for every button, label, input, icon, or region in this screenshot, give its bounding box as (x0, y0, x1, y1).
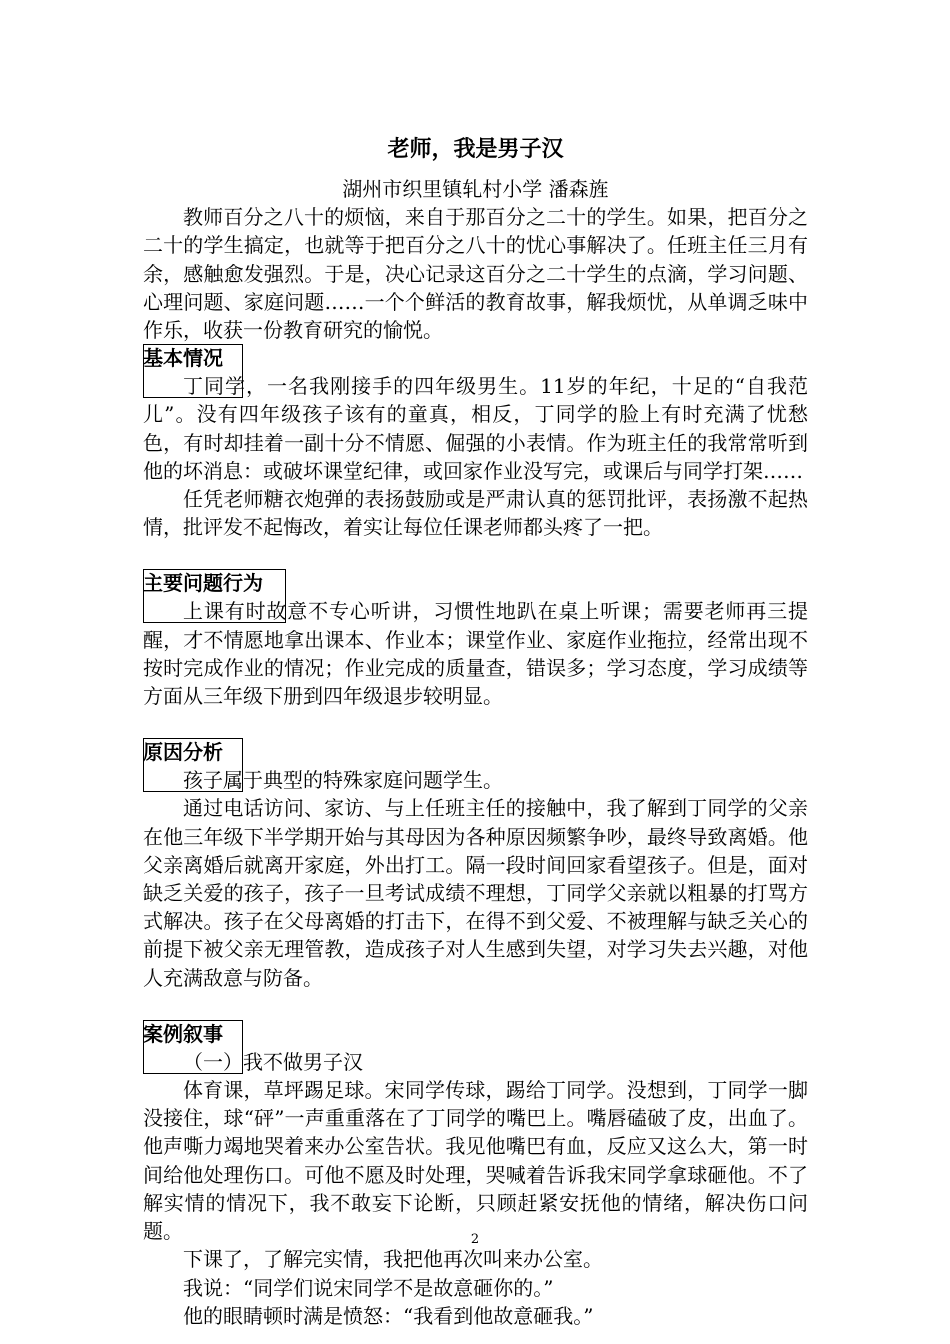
section-heading-label: 主要问题行为 (143, 571, 263, 596)
page-number: 2 (470, 1232, 480, 1247)
paragraph: 体育课，草坪踢足球。宋同学传球，踢给丁同学。没想到，丁同学一脚没接住，球“砰”一声重重落在了丁同学的嘴巴上。嘴唇磕破了皮，出血了。他声嘶力竭地哭着来办公室告状。我见他嘴巴有血，反应又这么大，第一时间给他处理伤口。可他不愿及时处理，哭喊着告诉我宋同学拿球砸他。不了解实情的情况下，我不敢妄下论断，只顾赶紧安抚他的情绪，解决伤口问题。 (143, 1078, 808, 1244)
intro-paragraph: 教师百分之八十的烦恼，来自于那百分之二十的学生。如果，把百分之二十的学生搞定，也就等于把百分之八十的忧心事解决了。任班主任三月有余，感触愈发强烈。于是，决心记录这百分之二十学生的点滴，学习问题、心理问题、家庭问题……一个个鲜活的教育故事，解我烦忧，从单调乏味中作乐，收获一份教育研究的愉悦。 (143, 205, 808, 343)
section-heading-basic (143, 344, 808, 372)
paragraph: 上课有时故意不专心听讲，习惯性地趴在桌上听课；需要老师再三提醒，才不情愿地拿出课本、作业本；课堂作业、家庭作业拖拉，经常出现不按时完成作业的情况；作业完成的质量查，错误多；学习态度，学习成绩等方面从三年级下册到四年级退步较明显。 (143, 599, 808, 709)
document-author: 湖州市织里镇轧村小学 潘森旌 (342, 177, 609, 201)
section-heading-label: 案例叙事 (143, 1021, 223, 1046)
document-body (143, 135, 808, 1330)
paragraph: 他的眼睛顿时满是愤怒：“我看到他故意砸我。” (183, 1303, 594, 1328)
section-heading-problems (143, 569, 808, 597)
section-heading-label: 基本情况 (143, 346, 223, 371)
paragraph: 通过电话访问、家访、与上任班主任的接触中，我了解到丁同学的父亲在他三年级下半学期开始与其母因为各种原因频繁争吵，最终导致离婚。他父亲离婚后就离开家庭，外出打工。隔一段时间回家看望孩子。但是，面对缺乏关爱的孩子，孩子一旦考试成绩不理想，丁同学父亲就以粗暴的打骂方式解决。孩子在父母离婚的打击下，在得不到父爱、不被理解与缺乏关心的前提下被父亲无理管教，造成孩子对人生感到失望，对学习失去兴趣，对他人充满敌意与防备。 (143, 796, 808, 990)
document-title: 老师，我是男子汉 (387, 137, 564, 162)
paragraph: 下课了，了解完实情，我把他再次叫来办公室。 (183, 1247, 603, 1272)
paragraph: 我说：“同学们说宋同学不是故意砸你的。” (183, 1275, 554, 1300)
section-heading-narrative (143, 1020, 808, 1048)
paragraph: 任凭老师糖衣炮弹的表扬鼓励或是严肃认真的惩罚批评，表扬激不起热情，批评发不起悔改，着实让每位任课老师都头疼了一把。 (143, 487, 808, 540)
section-heading-label: 原因分析 (143, 740, 223, 765)
subheading: （一）我不做男子汉 (183, 1049, 363, 1074)
section-heading-causes (143, 738, 808, 766)
paragraph: 丁同学，一名我刚接手的四年级男生。11岁的年纪，十足的“自我范儿”。没有四年级孩子该有的童真，相反，丁同学的脸上有时充满了忧愁色，有时却挂着一副十分不情愿、倔强的小表情。作为班主任的我常常听到他的坏消息：或破坏课堂纪律，或回家作业没写完，或课后与同学打架…… (143, 374, 808, 483)
paragraph: 孩子属于典型的特殊家庭问题学生。 (183, 768, 503, 793)
